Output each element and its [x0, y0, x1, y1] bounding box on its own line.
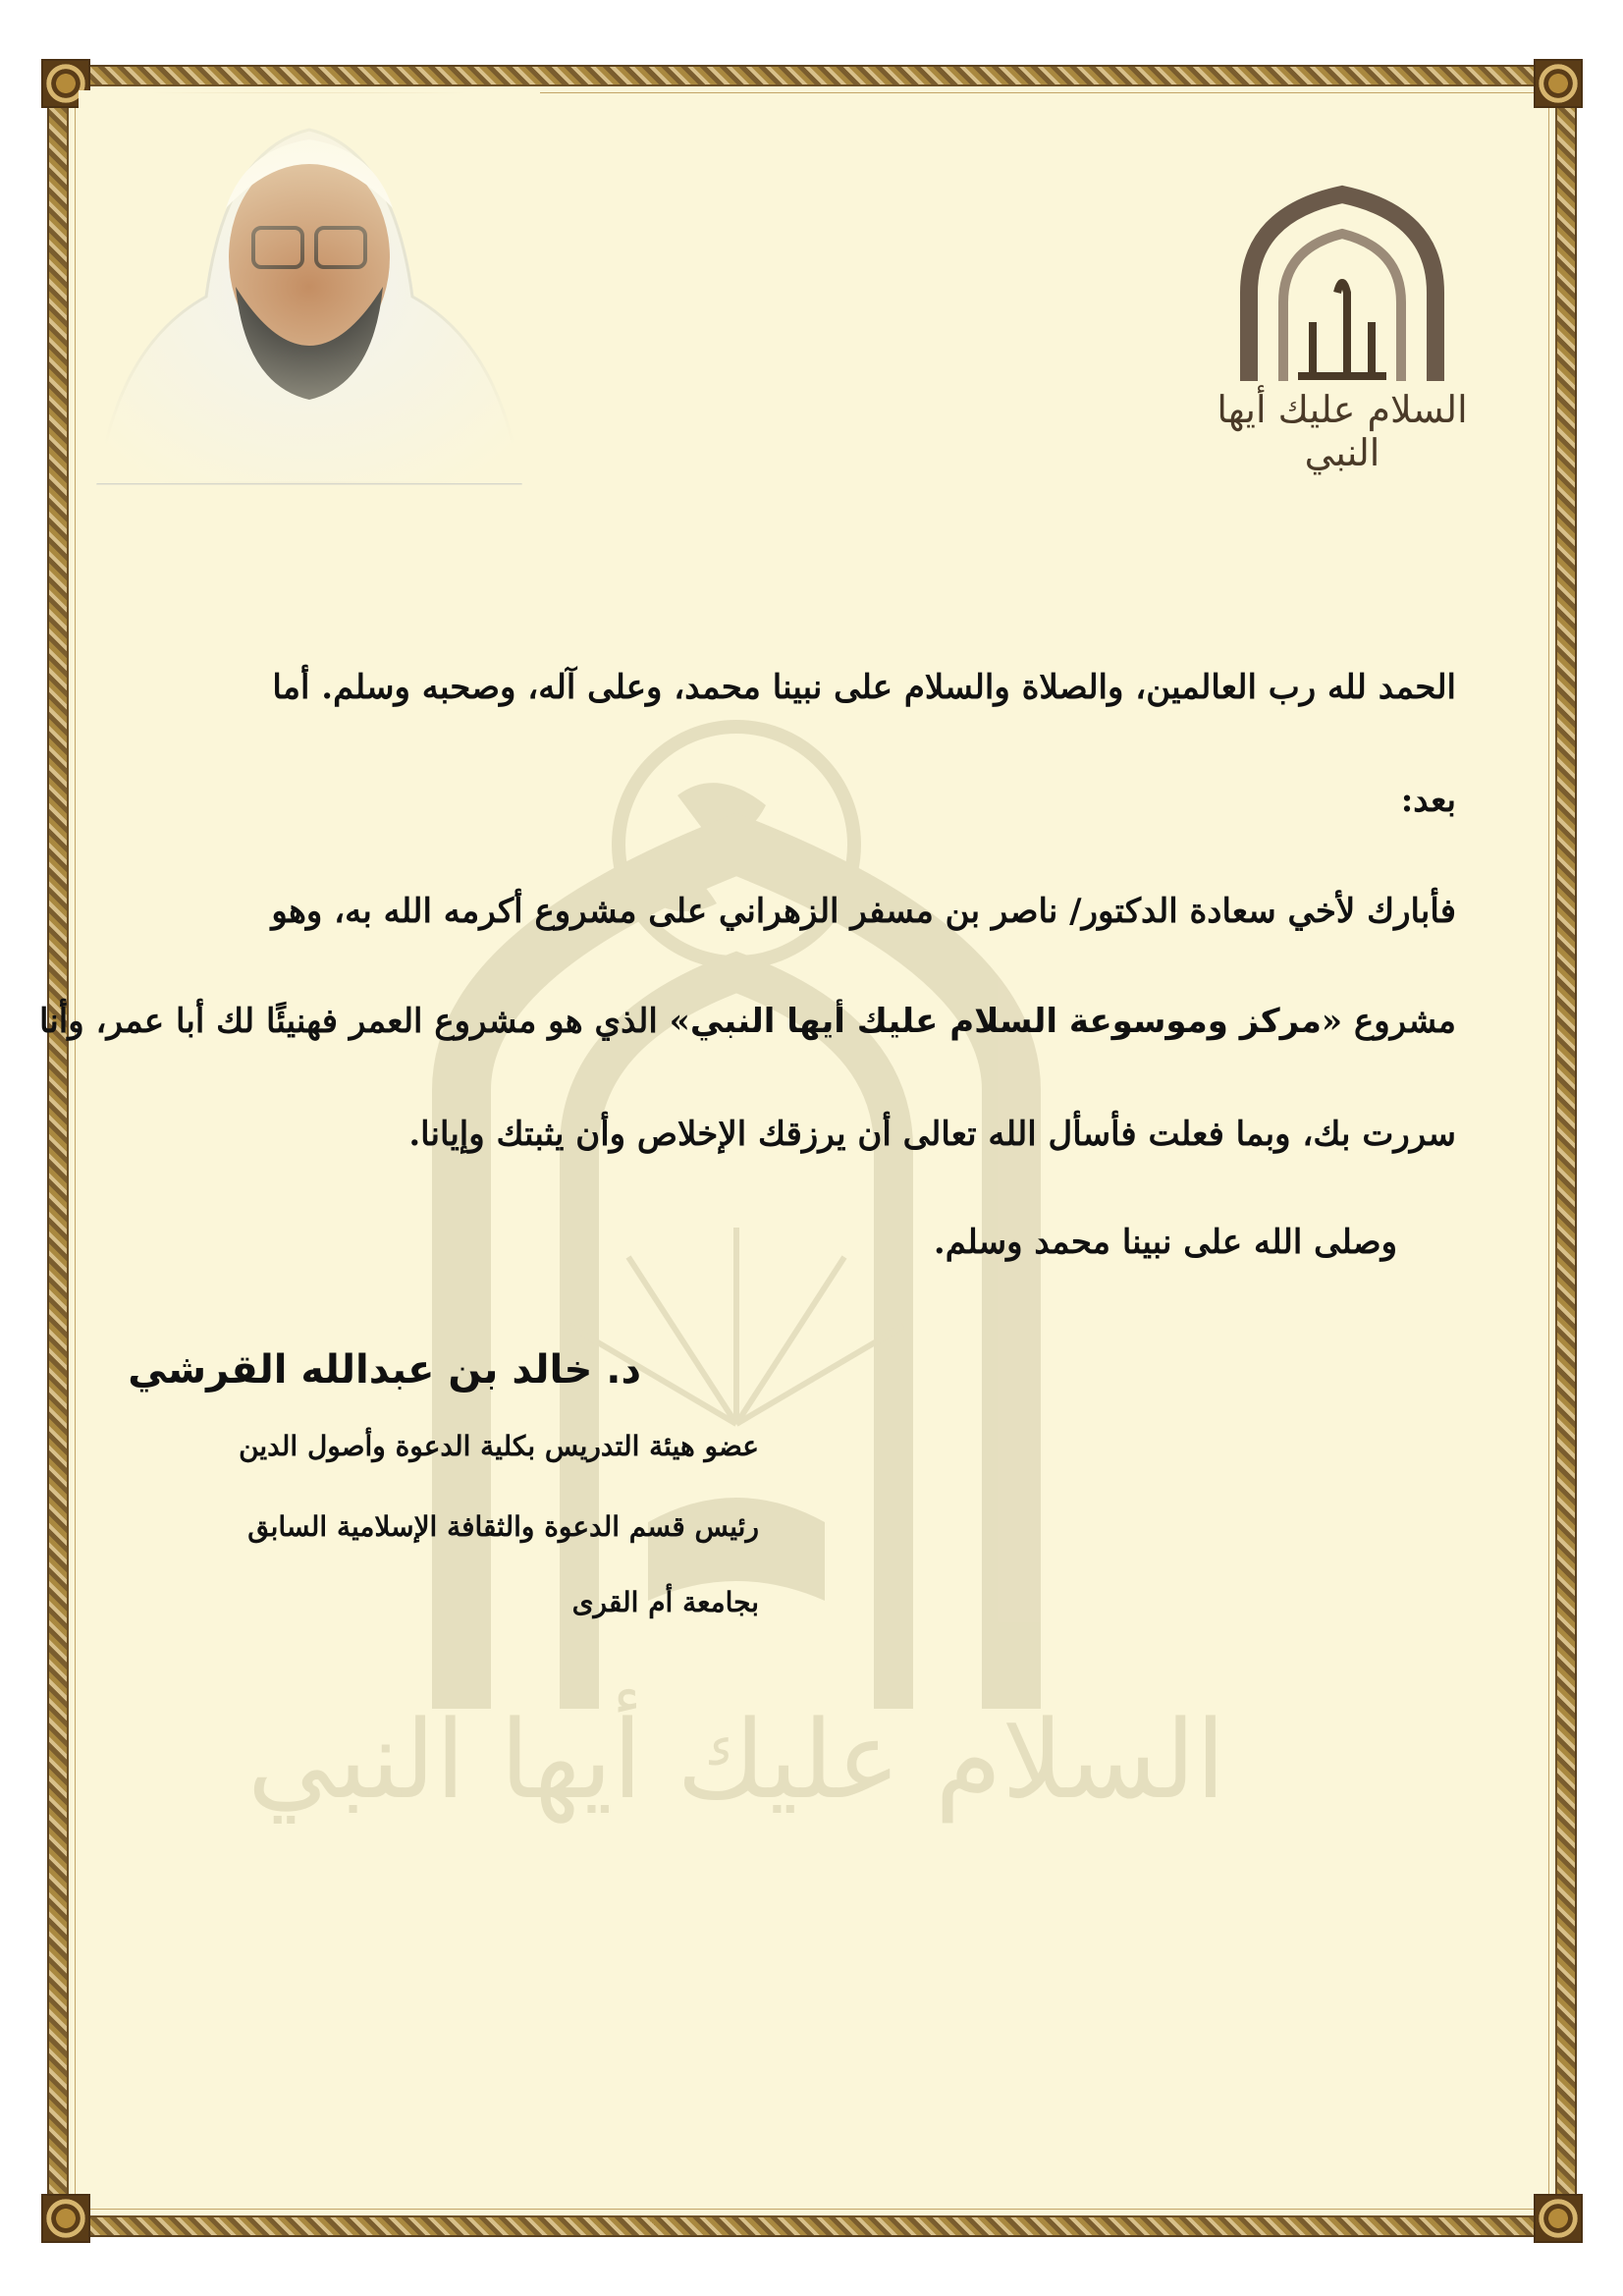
letter-line: فأبارك لأخي سعادة الدكتور/ ناصر بن مسفر الزهراني على مشروع أكرمه الله به، وهو: [271, 892, 1456, 931]
author-portrait: [79, 90, 540, 483]
watermark-caption: السلام عليك أيها النبي: [246, 1697, 1226, 1823]
project-title: مركز وموسوعة السلام عليك أيها النبي: [689, 1002, 1322, 1041]
corner-ornament: [1534, 2194, 1583, 2243]
signatory-name: د. خالد بن عبدالله القرشي: [128, 1347, 641, 1393]
letter-text: مشروع «: [1321, 1002, 1456, 1041]
signatory-title: عضو هيئة التدريس بكلية الدعوة وأصول الدين: [239, 1430, 759, 1462]
letter-line: سررت بك، وبما فعلت فأسأل الله تعالى أن يرزقك الإخلاص وأن يثبتك وإيانا.: [408, 1115, 1456, 1154]
letter-line: الحمد لله رب العالمين، والصلاة والسلام على نبينا محمد، وعلى آله، وصحبه وسلم. أما: [272, 668, 1456, 707]
letter-line: بعد:: [1400, 781, 1456, 820]
logo-caption: السلام عليك أيها النبي: [1217, 388, 1468, 474]
signatory-affiliation: بجامعة أم القرى: [571, 1586, 759, 1618]
corner-ornament: [1534, 59, 1583, 108]
letter-text: » الذي هو مشروع العمر فهنيئًا لك أبا عمر، وأنا: [38, 1002, 690, 1041]
corner-ornament: [41, 2194, 90, 2243]
closing-line: وصلى الله على نبينا محمد وسلم.: [933, 1223, 1397, 1262]
letter-line: [39, 1002, 1456, 1041]
signatory-title: رئيس قسم الدعوة والثقافة الإسلامية السابق: [247, 1510, 759, 1543]
